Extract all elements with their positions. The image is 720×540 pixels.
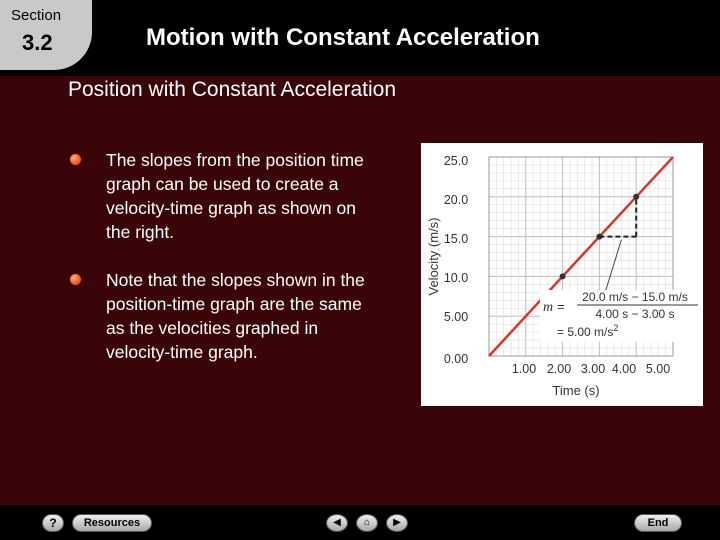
next-icon: ▶: [393, 517, 401, 528]
bullet-text: The slopes from the position time graph can be used to create a velocity-time graph as shown on the right.: [106, 150, 364, 242]
y-tick-label: 5.00: [443, 310, 469, 324]
x-tick-label: 1.00: [511, 362, 537, 376]
slope-symbol: m: [543, 300, 554, 315]
data-point: [633, 194, 639, 200]
x-axis-label: Time (s): [552, 383, 600, 398]
y-tick-label: 15.0: [443, 232, 469, 246]
section-number: 3.2: [22, 30, 53, 55]
y-tick-label: 25.0: [443, 154, 469, 168]
bullet-text: Note that the slopes shown in the position-time graph are the same as the velocities graphed in velocity-time graph.: [106, 270, 365, 362]
section-tab: [0, 0, 92, 70]
chart-svg: [421, 143, 703, 406]
data-point: [560, 273, 566, 279]
annotation-leader: [605, 240, 622, 293]
y-tick-label: 20.0: [443, 193, 469, 207]
previous-button[interactable]: [326, 514, 348, 532]
y-tick-label: 0.00: [443, 352, 469, 366]
slope-numerator: 20.0 m/s − 15.0 m/s: [582, 290, 688, 304]
x-tick-label: 2.00: [546, 362, 572, 376]
slope-denominator: 4.00 s − 3.00 s: [595, 307, 675, 321]
slope-result: = 5.00 $m/s^2$: [557, 323, 619, 339]
velocity-time-graph: [421, 143, 703, 406]
y-axis-label: Velocity (m/s): [426, 217, 441, 296]
slope-equals: =: [557, 299, 565, 314]
home-button[interactable]: [356, 514, 378, 532]
previous-icon: ◀: [333, 517, 341, 528]
resources-button[interactable]: Resources: [72, 514, 152, 532]
section-label: Section: [11, 7, 62, 24]
bullet-icon: [70, 154, 81, 165]
title-bar: [100, 0, 720, 76]
end-button[interactable]: End: [634, 514, 682, 532]
slide-title: Motion with Constant Acceleration: [146, 24, 540, 51]
help-button[interactable]: ?: [42, 514, 64, 532]
bullet-icon: [70, 274, 81, 285]
x-tick-label: 4.00: [611, 362, 637, 376]
y-tick-label: 10.0: [443, 271, 469, 285]
next-button[interactable]: [386, 514, 408, 532]
slide-subtitle: Position with Constant Acceleration: [68, 78, 397, 101]
x-tick-label: 3.00: [580, 362, 606, 376]
x-tick-label: 5.00: [645, 362, 671, 376]
home-icon: ⌂: [363, 517, 371, 528]
